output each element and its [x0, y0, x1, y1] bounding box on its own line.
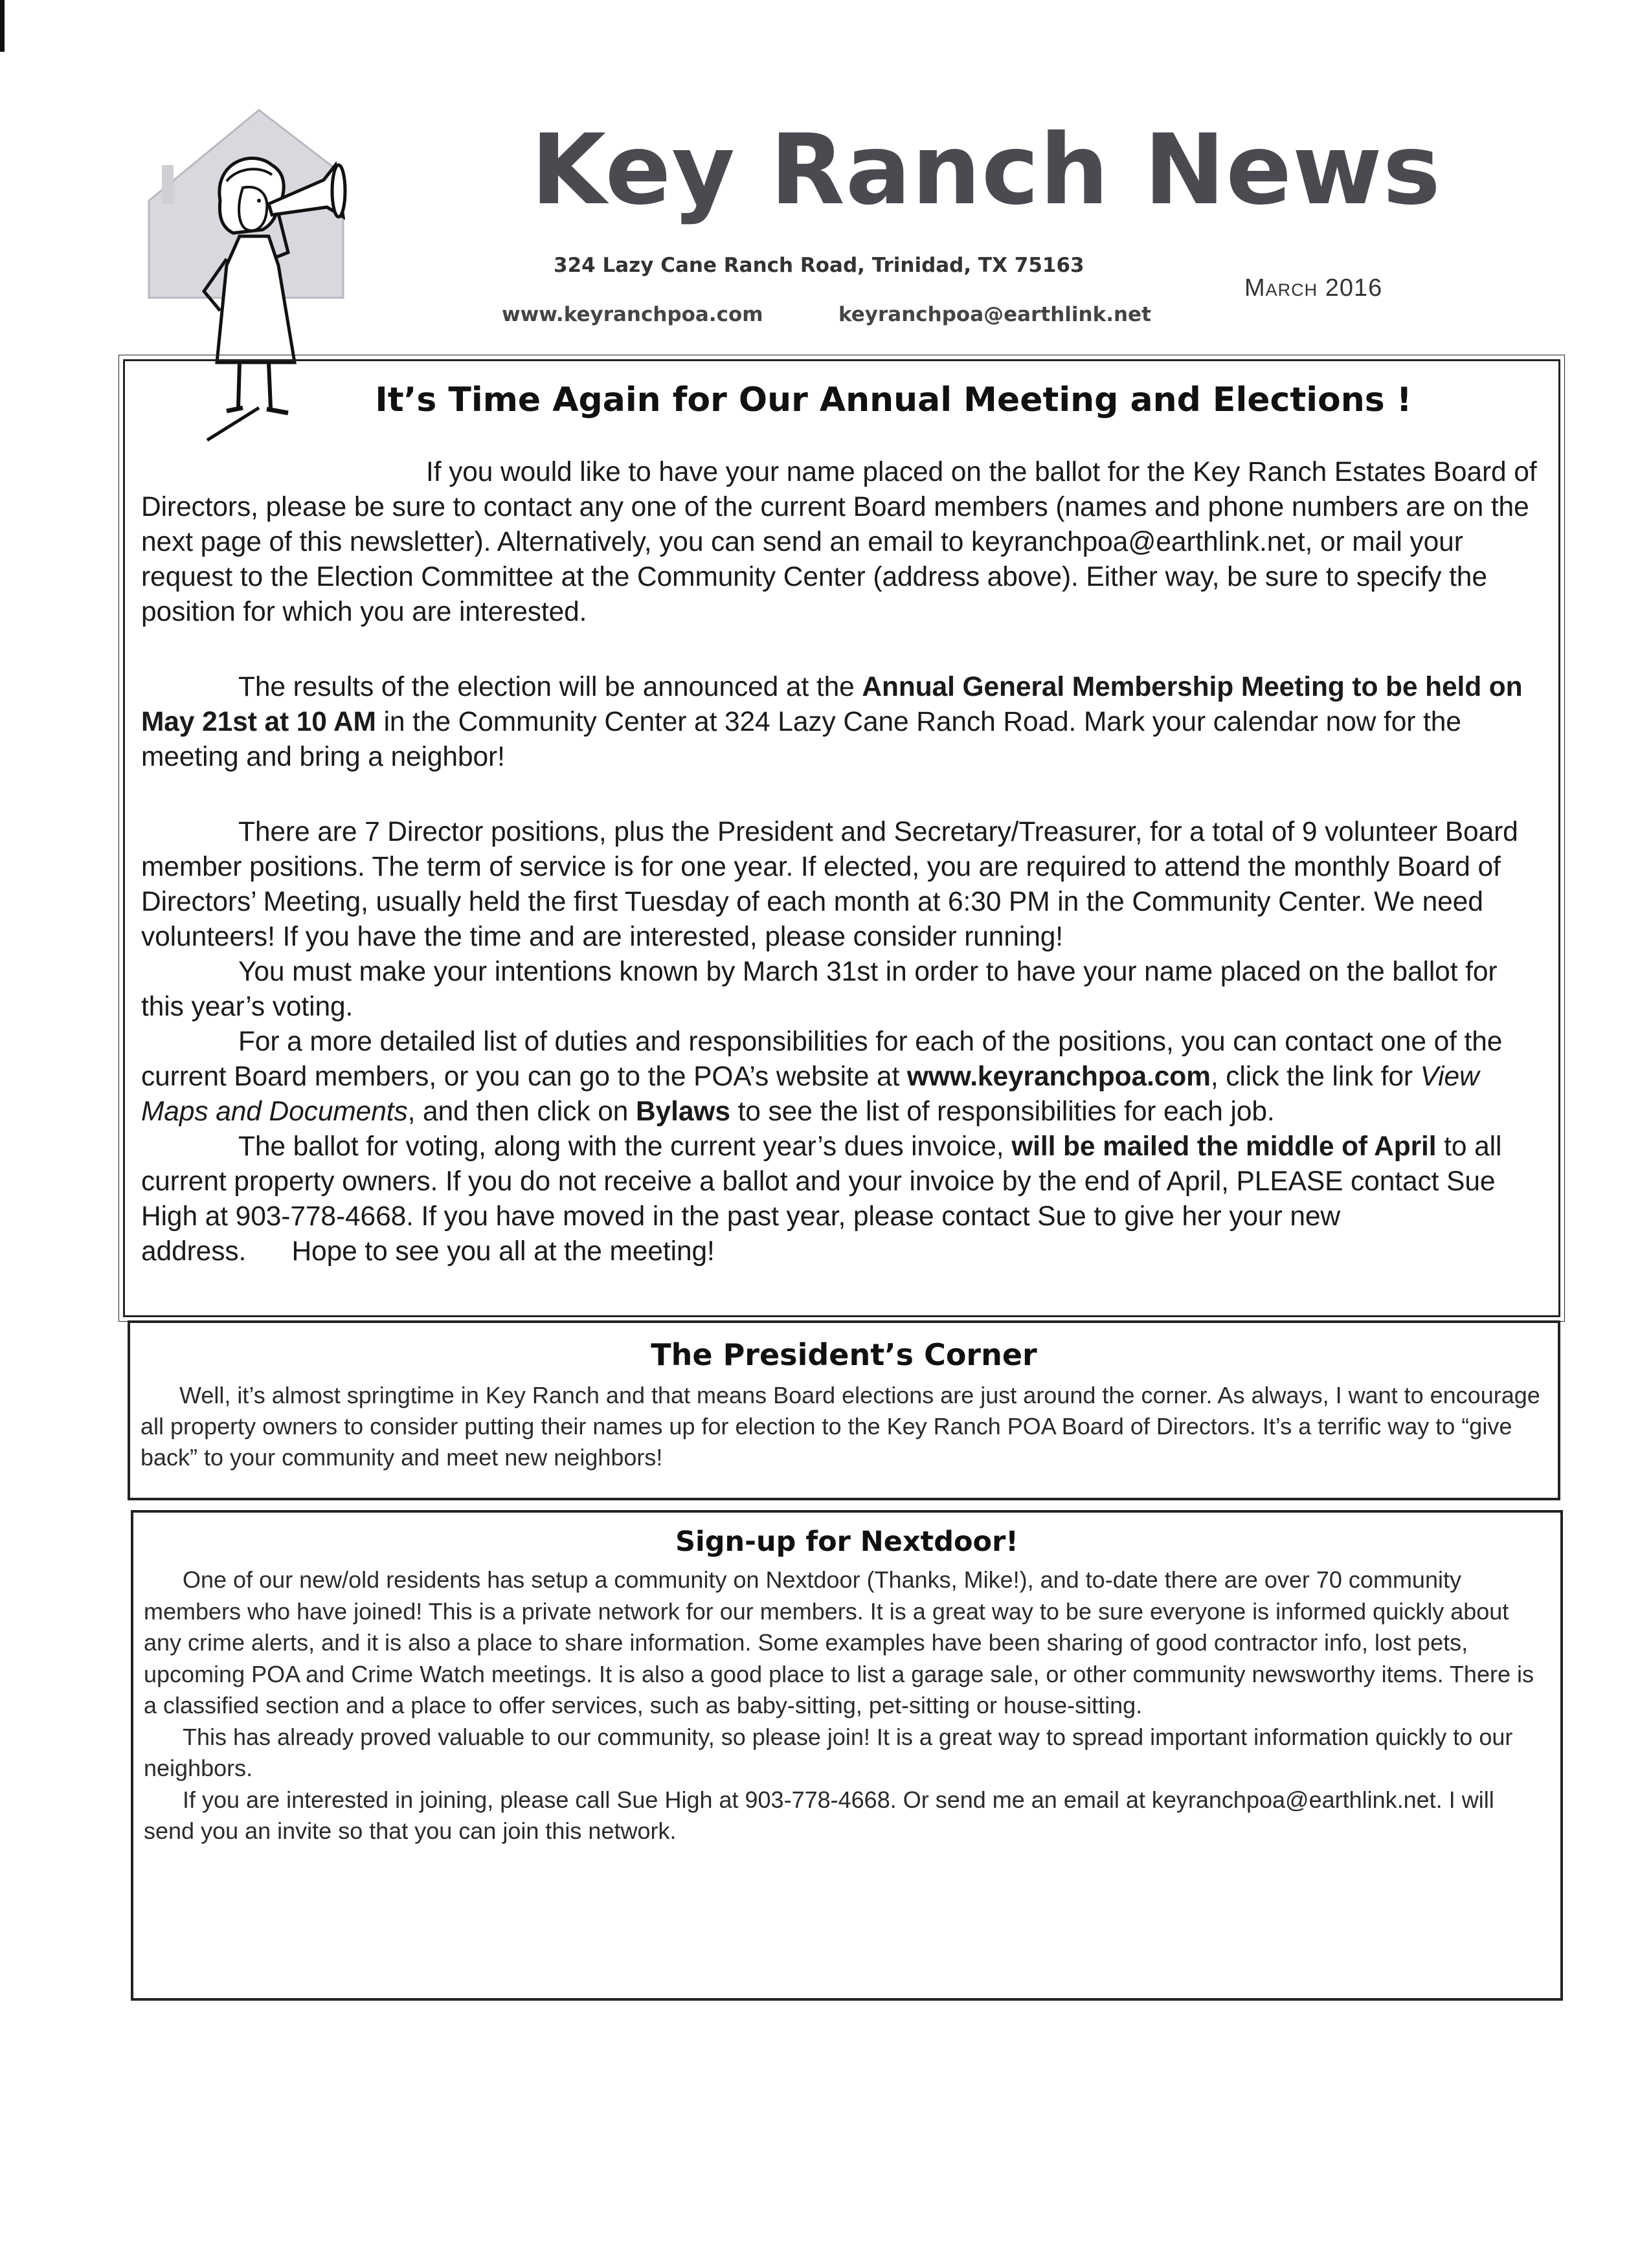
article-text: to see the list of responsibilities for each job.: [730, 1096, 1275, 1127]
section-title: The President’s Corner: [651, 1337, 1037, 1372]
article-text: The results of the election will be announced at the: [238, 672, 862, 702]
mailing-date-emphasis: will be mailed the middle of April: [1011, 1131, 1437, 1162]
meeting-date-emphasis: Annual General Membership Meeting to be held on May 21st at 10 AM: [141, 672, 1523, 737]
issue-date: March 2016: [1244, 274, 1383, 302]
section-paragraph: This has already proved valuable to our community, so please join! It is a great way to spread important information quickly to our neighbors.: [144, 1723, 1513, 1781]
article-text: The ballot for voting, along with the current year’s dues invoice,: [238, 1131, 1012, 1162]
email-link[interactable]: keyranchpoa@earthlink.net: [838, 303, 1151, 326]
article-body: [141, 455, 1540, 1269]
section-body: [140, 1380, 1545, 1473]
website-link[interactable]: www.keyranchpoa.com: [502, 303, 763, 326]
article-paragraph: You must make your intentions known by March 31st in order to have your name placed on the ballot for this year’s voting.: [141, 957, 1498, 1022]
article-paragraph: There are 7 Director positions, plus the President and Secretary/Treasurer, for a total of 9 volunteer Board member positions. The term of service is for one year. If elected, you are required to attend the monthly Board of Directors’ Meeting, usually held the first Tuesday of each month at 6:30 PM in the Community Center. We need volunteers! If you have the time and are interested, please consider running!: [141, 817, 1518, 952]
nextdoor-section: [131, 1510, 1563, 2001]
scan-edge-mark: [0, 0, 5, 52]
article-text: to all current property owners. If you do not receive a ballot and your invoice by the end of April, PLEASE contact Sue High at 903-778-4668. If you have moved in the past year, please contact Sue to give her your new address. Hope to see you all at the meeting!: [141, 1131, 1502, 1267]
article-text: , and then click on: [407, 1096, 636, 1127]
article-paragraph: [141, 670, 1540, 775]
newsletter-title: Key Ranch News: [531, 114, 1441, 227]
annual-meeting-article: [123, 359, 1560, 1317]
article-title: It’s Time Again for Our Annual Meeting and Elections !: [375, 381, 1412, 419]
section-body: [144, 1564, 1546, 1847]
section-paragraph: Well, it’s almost springtime in Key Ranch and that means Board elections are just around the corner. As always, I want to encourage all property owners to consider putting their names up for election to the Key Ranch POA Board of Directors. It’s a terrific way to “give back” to your community and meet new neighbors!: [140, 1382, 1540, 1471]
view-maps-reference: View Maps and Documents: [141, 1062, 1479, 1127]
article-text: , click the link for: [1210, 1062, 1421, 1092]
article-paragraph: [141, 1129, 1540, 1269]
section-paragraph: If you are interested in joining, please call Sue High at 903-778-4668. Or send me an email at keyranchpoa@earthlink.net. I will send you an invite so that you can join this network.: [144, 1786, 1494, 1844]
section-title: Sign-up for Nextdoor!: [675, 1526, 1018, 1558]
article-paragraph: [141, 1025, 1540, 1129]
presidents-corner-section: [128, 1320, 1560, 1500]
article-text: in the Community Center at 324 Lazy Cane Ranch Road. Mark your calendar now for the meeting and bring a neighbor!: [141, 707, 1461, 772]
bylaws-reference: Bylaws: [636, 1096, 730, 1127]
website-reference-link[interactable]: www.keyranchpoa.com: [906, 1062, 1211, 1092]
article-text: For a more detailed list of duties and responsibilities for each of the positions, you can contact one of the current Board members, or you can go to the POA’s website at: [141, 1027, 1503, 1092]
masthead-address: 324 Lazy Cane Ranch Road, Trinidad, TX 75163: [554, 254, 1084, 277]
section-paragraph: One of our new/old residents has setup a community on Nextdoor (Thanks, Mike!), and to-date there are over 70 community members who have joined! This is a private network for our members. It is a great way to be sure everyone is informed quickly about any crime alerts, and it is also a place to share information. Some examples have been sharing of good contractor info, lost pets, upcoming POA and Crime Watch meetings. It is also a good place to list a garage sale, or other community newsworthy items. There is a classified section and a place to offer services, such as baby-sitting, pet-sitting or house-sitting.: [144, 1566, 1534, 1718]
article-paragraph: If you would like to have your name placed on the ballot for the Key Ranch Estates Board of Directors, please be sure to contact any one of the current Board members (names and phone numbers are on the next page of this newsletter). Alternatively, you can send an email to keyranchpoa@earthlink.net, or mail your request to the Election Committee at the Community Center (address above). Either way, be sure to specify the position for which you are interested.: [141, 457, 1537, 627]
